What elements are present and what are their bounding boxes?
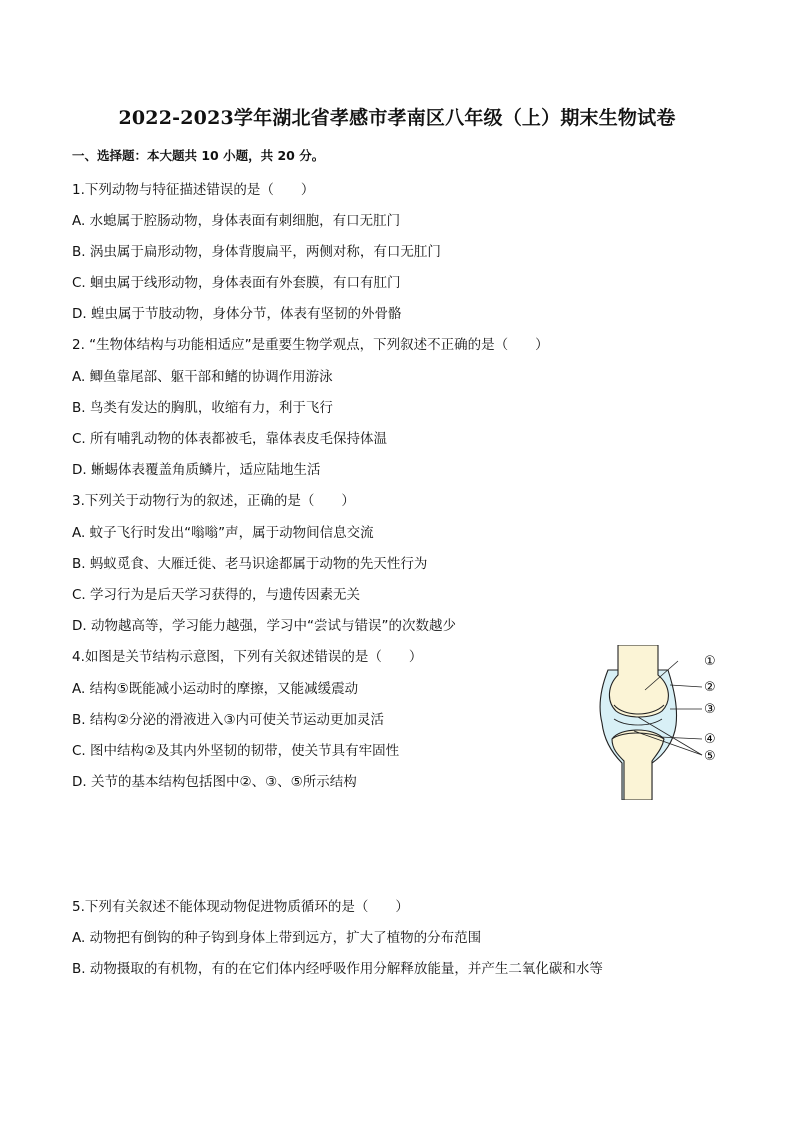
- question-3-option-a: A. 蚊子飞行时发出“嗡嗡”声，属于动物间信息交流: [72, 525, 374, 541]
- question-1-option-d: D. 蝗虫属于节肢动物，身体分节，体表有坚韧的外骨骼: [72, 306, 402, 322]
- question-2-option-a: A. 鲫鱼靠尾部、躯干部和鳍的协调作用游泳: [72, 369, 333, 385]
- upper-bone: [609, 645, 668, 717]
- question-3-option-c: C. 学习行为是后天学习获得的，与遗传因素无关: [72, 587, 361, 603]
- label-2: ②: [704, 680, 716, 695]
- question-2-stem: 2. “生物体结构与功能相适应”是重要生物学观点，下列叙述不正确的是（ ）: [72, 337, 549, 353]
- question-4-option-b: B. 结构②分泌的滑液进入③内可使关节运动更加灵活: [72, 712, 385, 728]
- question-5-stem: 5.下列有关叙述不能体现动物促进物质循环的是（ ）: [72, 899, 409, 915]
- label-3: ③: [704, 702, 716, 717]
- question-5-option-a: A. 动物把有倒钩的种子钩到身体上带到远方，扩大了植物的分布范围: [72, 930, 482, 946]
- label-4: ④: [704, 732, 716, 747]
- lower-bone: [612, 730, 664, 800]
- question-2-option-c: C. 所有哺乳动物的体表都被毛，靠体表皮毛保持体温: [72, 431, 388, 447]
- label-1: ①: [704, 654, 716, 669]
- question-4-option-a: A. 结构⑤既能减小运动时的摩擦，又能减缓震动: [72, 681, 359, 697]
- question-3-option-d: D. 动物越高等，学习能力越强，学习中“尝试与错误”的次数越少: [72, 618, 456, 634]
- question-5-option-b: B. 动物摄取的有机物，有的在它们体内经呼吸作用分解释放能量，并产生二氧化碳和水等: [72, 961, 603, 977]
- section-heading: 一、选择题：本大题共 10 小题，共 20 分。: [72, 148, 325, 163]
- question-2-option-d: D. 蜥蜴体表覆盖角质鳞片，适应陆地生活: [72, 462, 321, 478]
- question-4-option-c: C. 图中结构②及其内外坚韧的韧带，使关节具有牢固性: [72, 743, 400, 759]
- question-4-stem: 4.如图是关节结构示意图，下列有关叙述错误的是（ ）: [72, 649, 423, 665]
- label-5: ⑤: [704, 749, 716, 764]
- question-1-option-b: B. 涡虫属于扁形动物，身体背腹扁平，两侧对称，有口无肛门: [72, 244, 441, 260]
- question-3-stem: 3.下列关于动物行为的叙述，正确的是（ ）: [72, 493, 355, 509]
- question-1-option-a: A. 水螅属于腔肠动物，身体表面有刺细胞，有口无肛门: [72, 213, 401, 229]
- joint-diagram: [590, 645, 730, 800]
- question-2-option-b: B. 鸟类有发达的胸肌，收缩有力，利于飞行: [72, 400, 333, 416]
- question-3-option-b: B. 蚂蚁觅食、大雁迁徙、老马识途都属于动物的先天性行为: [72, 556, 428, 572]
- question-1-stem: 1.下列动物与特征描述错误的是（ ）: [72, 182, 315, 198]
- question-1-option-c: C. 蛔虫属于线形动物，身体表面有外套膜，有口有肛门: [72, 275, 401, 291]
- question-4-option-d: D. 关节的基本结构包括图中②、③、⑤所示结构: [72, 774, 357, 790]
- page-title: 2022-2023学年湖北省孝感市孝南区八年级（上）期末生物试卷: [118, 107, 676, 129]
